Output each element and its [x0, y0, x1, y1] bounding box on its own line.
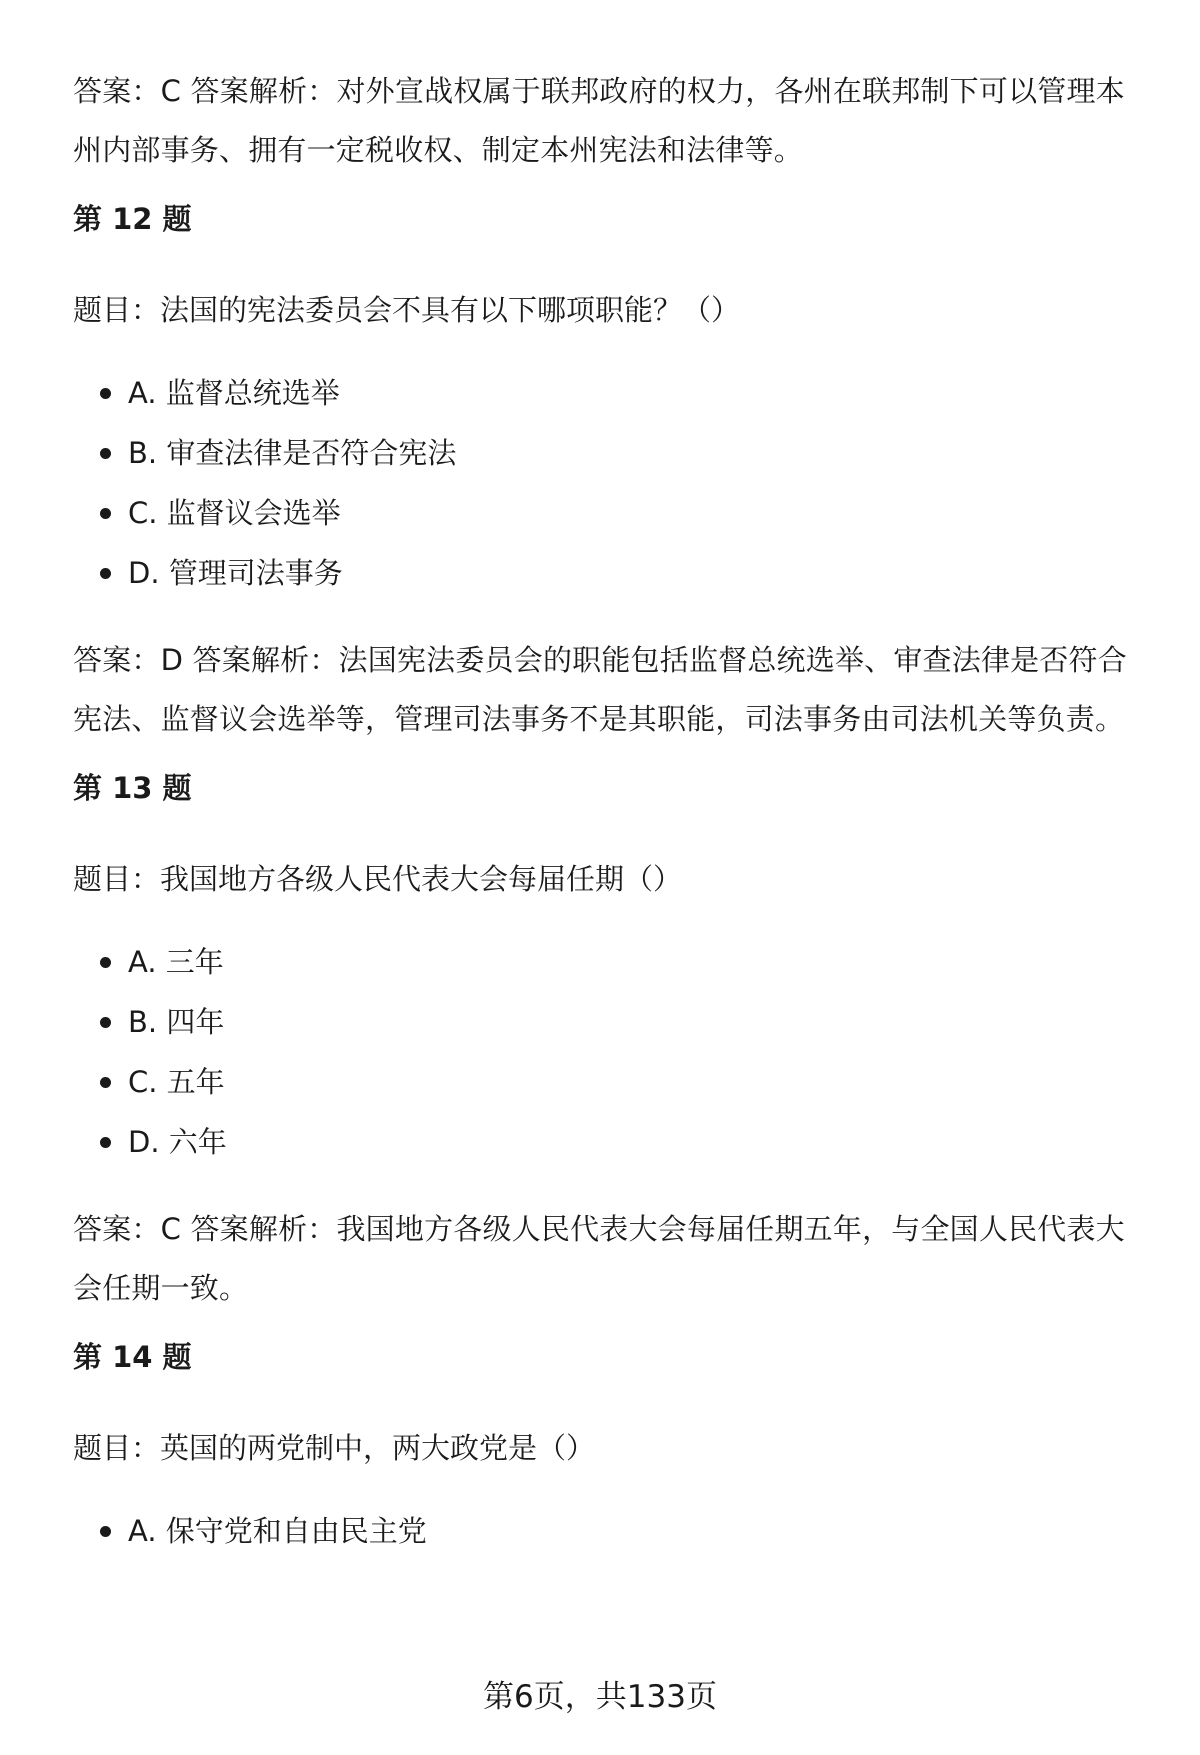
question-text-14: 题目：英国的两党制中，两大政党是（）: [73, 1431, 596, 1465]
option-item: [73, 553, 1153, 593]
bullet-icon: [100, 1017, 111, 1028]
bullet-icon: [100, 1077, 111, 1088]
option-item: [73, 1062, 1153, 1102]
option-item: [73, 1511, 1153, 1551]
answer-explanation-q13: 答案：C 答案解析：我国地方各级人民代表大会每届任期五年，与全国人民代表大会任期一致。: [73, 1212, 1125, 1305]
options-list-q14: [73, 1511, 1153, 1551]
option-item: [73, 1122, 1153, 1162]
option-label: B. 四年: [128, 1005, 225, 1039]
options-list-q13: [73, 942, 1153, 1162]
bullet-icon: [100, 448, 111, 459]
question-heading-13: 第 13 题: [73, 771, 192, 805]
bullet-icon: [100, 568, 111, 579]
answer-explanation-q12: 答案：D 答案解析：法国宪法委员会的职能包括监督总统选举、审查法律是否符合宪法、监督议会选举等，管理司法事务不是其职能，司法事务由司法机关等负责。: [73, 643, 1127, 736]
option-item: [73, 373, 1153, 413]
option-item: [73, 942, 1153, 982]
option-item: [73, 1002, 1153, 1042]
question-heading-14: 第 14 题: [73, 1340, 192, 1374]
option-label: A. 三年: [128, 945, 224, 979]
option-item: [73, 493, 1153, 533]
answer-explanation-q11: 答案：C 答案解析：对外宣战权属于联邦政府的权力，各州在联邦制下可以管理本州内部事务、拥有一定税收权、制定本州宪法和法律等。: [73, 74, 1125, 167]
option-label: B. 审查法律是否符合宪法: [128, 436, 457, 470]
bullet-icon: [100, 957, 111, 968]
option-label: D. 六年: [128, 1125, 227, 1159]
option-label: D. 管理司法事务: [128, 556, 343, 590]
options-list-q12: [73, 373, 1153, 593]
question-heading-12: 第 12 题: [73, 202, 192, 236]
bullet-icon: [100, 508, 111, 519]
option-label: A. 保守党和自由民主党: [128, 1514, 427, 1548]
page-content: [73, 62, 1153, 1589]
bullet-icon: [100, 1137, 111, 1148]
question-text-12: 题目：法国的宪法委员会不具有以下哪项职能？（）: [73, 293, 741, 327]
question-text-13: 题目：我国地方各级人民代表大会每届任期（）: [73, 862, 683, 896]
page-number-footer: 第6页，共133页: [483, 1679, 717, 1715]
option-item: [73, 433, 1153, 473]
bullet-icon: [100, 388, 111, 399]
bullet-icon: [100, 1526, 111, 1537]
option-label: C. 五年: [128, 1065, 225, 1099]
option-label: C. 监督议会选举: [128, 496, 341, 530]
option-label: A. 监督总统选举: [128, 376, 340, 410]
